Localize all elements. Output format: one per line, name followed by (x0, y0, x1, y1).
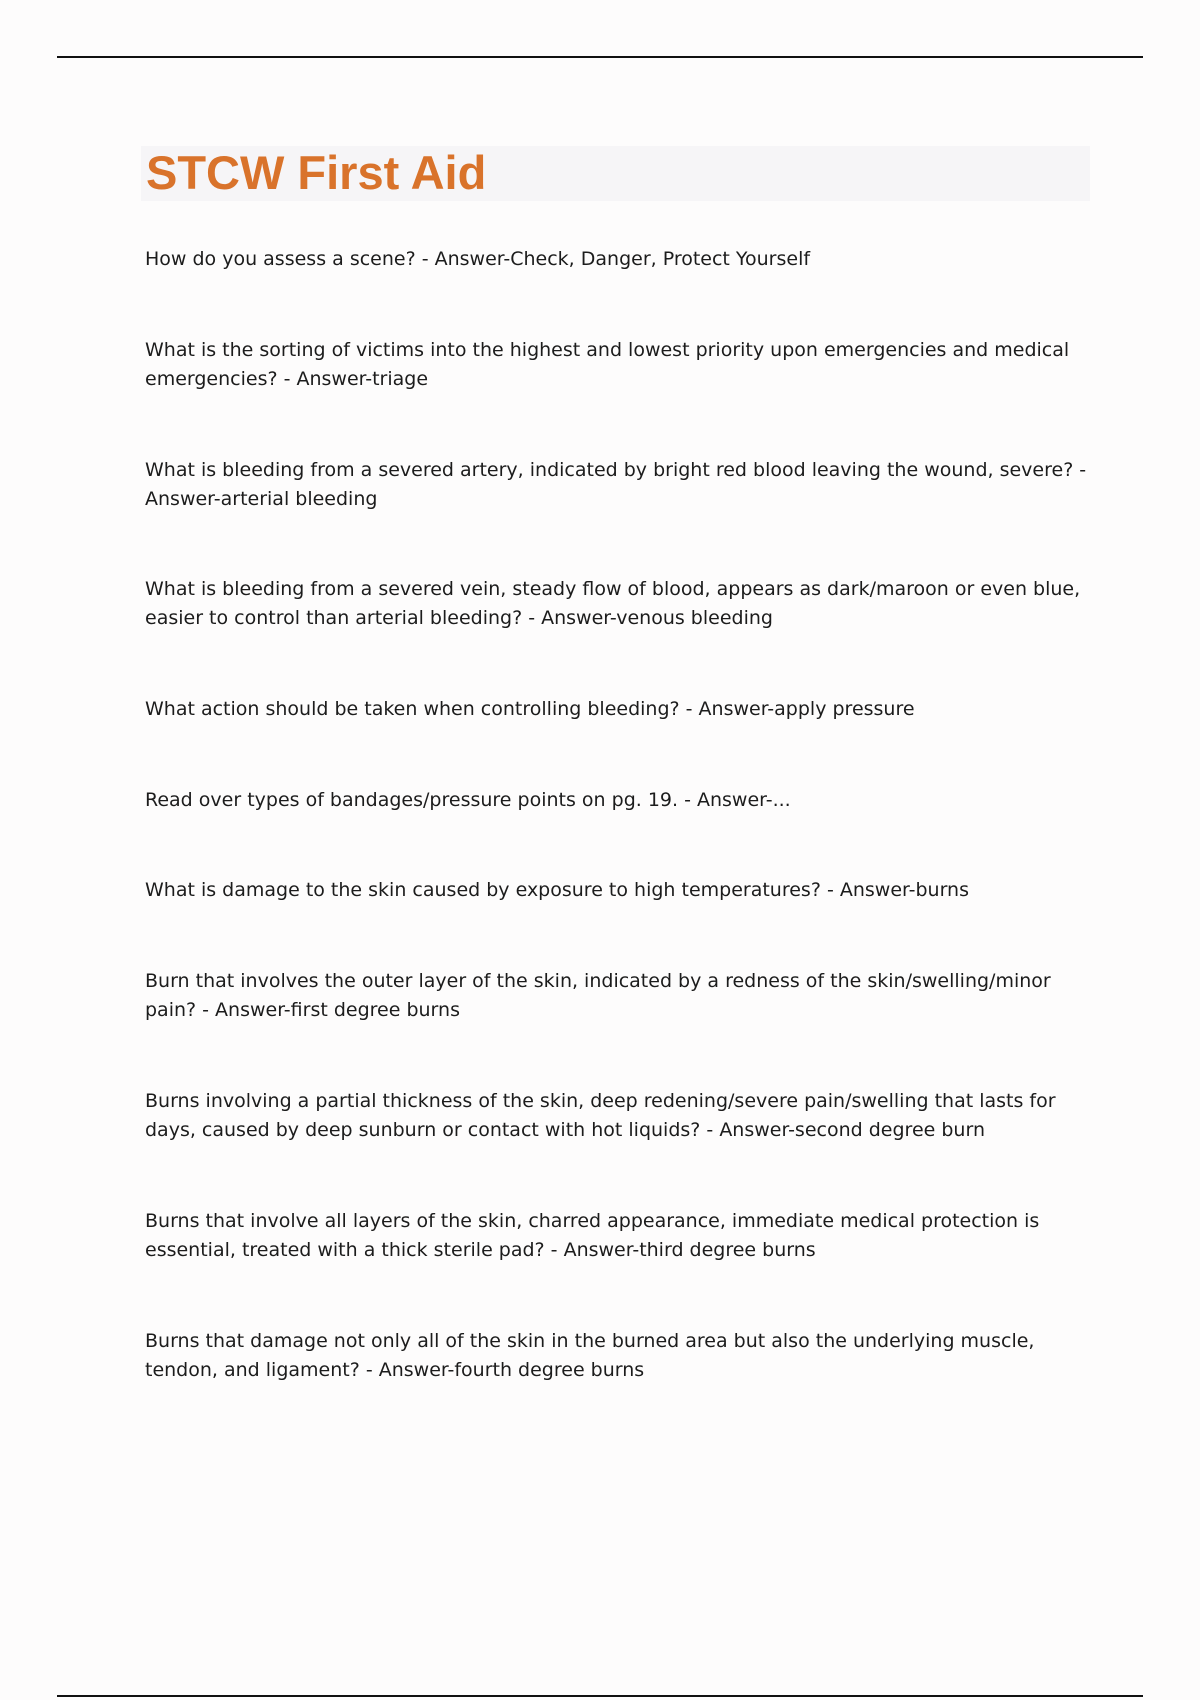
qa-item-8: Burn that involves the outer layer of the skin, indicated by a redness of the skin/swelling/minor pain? - Answer-first degree burns (145, 970, 1051, 1021)
qa-item-2: What is the sorting of victims into the highest and lowest priority upon emergencies and medical emergencies? - Answer-triage (145, 339, 1070, 390)
qa-item-6: Read over types of bandages/pressure points on pg. 19. - Answer-... (145, 789, 791, 811)
qa-item-10: Burns that involve all layers of the skin, charred appearance, immediate medical protection is essential, treated with a thick sterile pad? - Answer-third degree burns (145, 1210, 1040, 1261)
document-title: STCW First Aid (146, 146, 487, 199)
qa-item-1: How do you assess a scene? - Answer-Check, Danger, Protect Yourself (145, 248, 811, 270)
qa-item-5: What action should be taken when controlling bleeding? - Answer-apply pressure (145, 698, 915, 720)
qa-item-3: What is bleeding from a severed artery, indicated by bright red blood leaving the wound, severe? - Answer-arterial bleeding (145, 459, 1087, 510)
qa-item-4: What is bleeding from a severed vein, steady flow of blood, appears as dark/maroon or even blue, easier to control than arterial bleeding? - Answer-venous bleeding (145, 578, 1081, 629)
qa-item-7: What is damage to the skin caused by exposure to high temperatures? - Answer-burns (145, 879, 969, 901)
qa-item-11: Burns that damage not only all of the skin in the burned area but also the underlying muscle, tendon, and ligament? - Answer-fourth degree burns (145, 1330, 1035, 1381)
qa-item-9: Burns involving a partial thickness of the skin, deep redening/severe pain/swelling that lasts for days, caused by deep sunburn or contact with hot liquids? - Answer-second degree burn (145, 1090, 1056, 1141)
top-rule (57, 56, 1143, 58)
bottom-rule (57, 1695, 1143, 1697)
